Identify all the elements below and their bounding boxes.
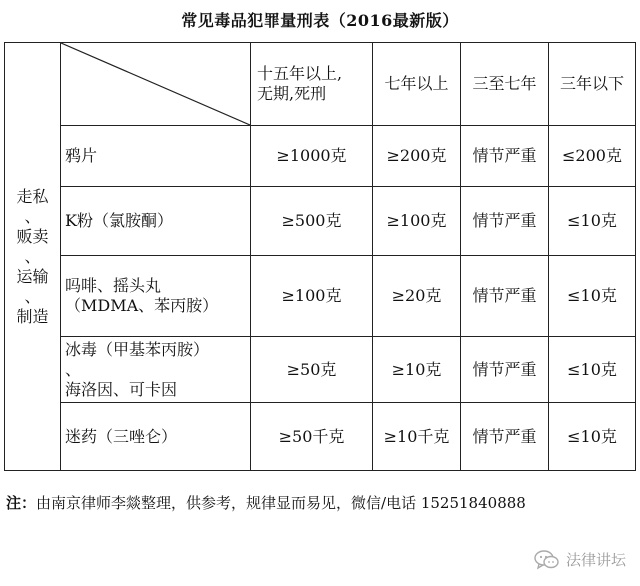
amount-cell: ≥50千克 [251, 403, 373, 471]
drug-name-line: 迷药（三唑仑） [65, 426, 178, 446]
table-row [5, 256, 636, 337]
diagonal-header-cell [61, 43, 251, 126]
amount-cell: ≥200克 [373, 126, 461, 187]
drug-name-line: 鸦片 [65, 146, 98, 165]
page-title: 常见毒品犯罪量刑表（2016最新版） [181, 11, 459, 30]
footnote-text: 由南京律师李燚整理，供参考，规律显而易见，微信/电话 15251840888 [36, 494, 526, 512]
amount-cell: ≥500克 [251, 187, 373, 256]
table-row [5, 126, 636, 187]
header-under-three: 三年以下 [549, 43, 636, 126]
header-three-to-seven: 三至七年 [461, 43, 549, 126]
header-line: 无期,死刑 [257, 84, 327, 103]
watermark-text: 法律讲坛 [565, 551, 626, 569]
footnote [6, 492, 526, 513]
table-row [5, 187, 636, 256]
table-row [5, 403, 636, 471]
drug-name-line: 、 [65, 359, 82, 379]
amount-cell: ≥50克 [251, 337, 373, 403]
header-fifteen-years [251, 43, 373, 126]
side-label-line: 、 [24, 206, 41, 226]
table-row [5, 337, 636, 403]
watermark [534, 549, 626, 570]
amount-cell: 情节严重 [461, 126, 549, 187]
amount-cell: ≥100克 [251, 256, 373, 337]
amount-cell: ≤10克 [549, 256, 636, 337]
drug-name-cell [61, 187, 251, 256]
amount-cell: ≤10克 [549, 403, 636, 471]
wechat-icon [534, 550, 560, 570]
drug-name-line: （MDMA、苯丙胺） [65, 296, 219, 315]
amount-cell: ≥100克 [373, 187, 461, 256]
side-label-line: 运输 [16, 266, 49, 286]
amount-cell: ≤10克 [549, 187, 636, 256]
amount-cell: 情节严重 [461, 337, 549, 403]
side-label-line: 、 [24, 246, 41, 266]
drug-name-cell [61, 126, 251, 187]
header-seven-plus: 七年以上 [373, 43, 461, 126]
side-label-cell [5, 43, 61, 471]
drug-name-line: K粉（氯胺酮） [65, 211, 173, 230]
amount-cell: ≥20克 [373, 256, 461, 337]
side-label-line: 制造 [16, 306, 49, 326]
amount-cell: ≥10克 [373, 337, 461, 403]
side-label-line: 走私 [16, 186, 49, 206]
footnote-prefix: 注： [6, 494, 37, 512]
sentencing-table [4, 42, 636, 471]
amount-cell: 情节严重 [461, 256, 549, 337]
header-line: 十五年以上, [257, 64, 343, 83]
amount-cell: 情节严重 [461, 187, 549, 256]
amount-cell: ≤200克 [549, 126, 636, 187]
side-label-line: 、 [24, 286, 41, 306]
drug-name-line: 冰毒（甲基苯丙胺） [65, 339, 210, 359]
drug-name-cell [61, 256, 251, 337]
drug-name-cell [61, 403, 251, 471]
drug-name-line: 海洛因、可卡因 [65, 379, 178, 399]
amount-cell: ≤10克 [549, 337, 636, 403]
drug-name-cell [61, 337, 251, 403]
amount-cell: 情节严重 [461, 403, 549, 471]
drug-name-line: 吗啡、摇头丸 [65, 276, 162, 295]
table-header-row [5, 43, 636, 126]
amount-cell: ≥1000克 [251, 126, 373, 187]
side-label-line: 贩卖 [16, 226, 49, 246]
amount-cell: ≥10千克 [373, 403, 461, 471]
diagonal-line [61, 43, 250, 125]
